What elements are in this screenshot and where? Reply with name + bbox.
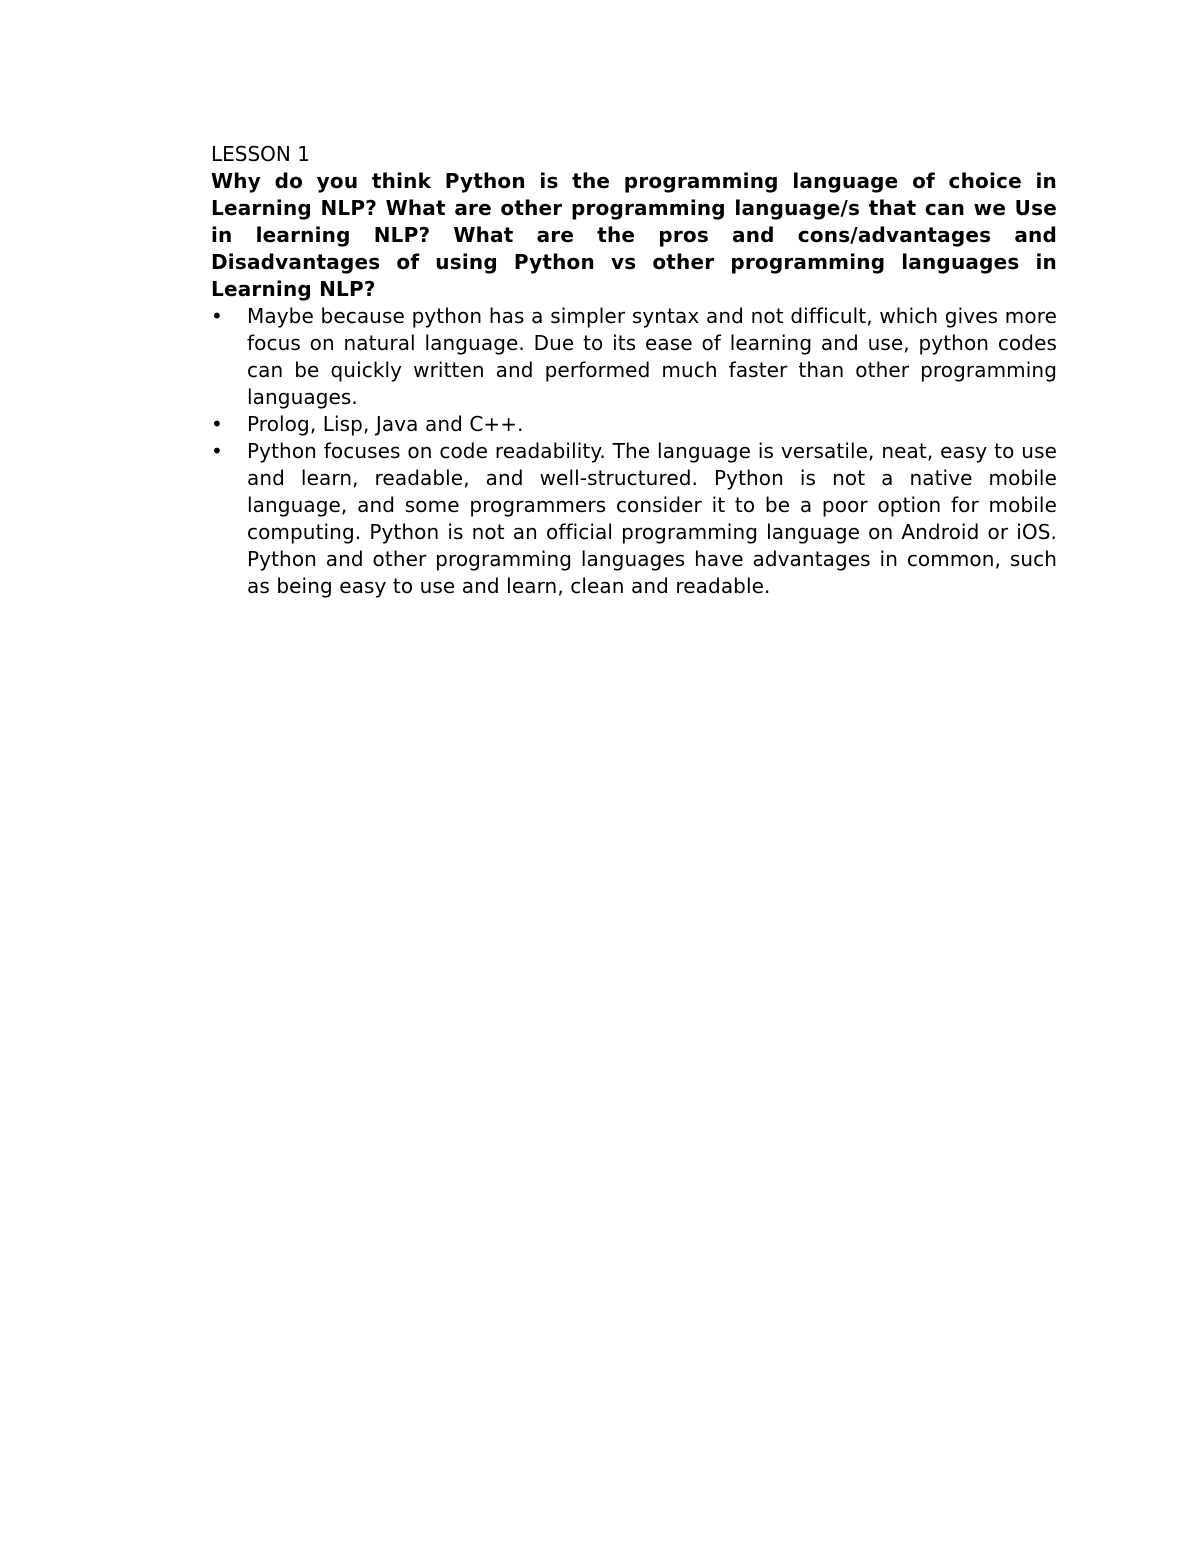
bullet-icon: •	[211, 439, 223, 463]
list-item	[211, 438, 1057, 600]
answer-text: Python focuses on code readability. The language is versatile, neat, easy to use and learn, readable, and well-structured. Python is not a native mobile language, and some programmers consider it to be a poor option for mobile computing. Python is not an official programming language on Android or iOS. Python and other programming languages have advantages in common, such as being easy to use and learn, clean and readable.	[247, 439, 1057, 598]
document-page	[211, 141, 1057, 600]
answer-text: Maybe because python has a simpler syntax and not difficult, which gives more focus on natural language. Due to its ease of learning and use, python codes can be quickly written and performed much faster than other programming languages.	[247, 304, 1057, 409]
bullet-icon: •	[211, 412, 223, 436]
bullet-icon: •	[211, 304, 223, 328]
answer-text: Prolog, Lisp, Java and C++.	[247, 412, 524, 436]
lesson-title: LESSON 1	[211, 142, 310, 166]
question-text: Why do you think Python is the programming language of choice in Learning NLP? What are other programming language/s that can we Use in learning NLP? What are the pros and cons/advantages and Disadvantages of using Python vs other programming languages in Learning NLP?	[211, 169, 1057, 301]
list-item	[211, 303, 1057, 411]
answer-list	[211, 303, 1057, 600]
list-item	[211, 411, 1057, 438]
